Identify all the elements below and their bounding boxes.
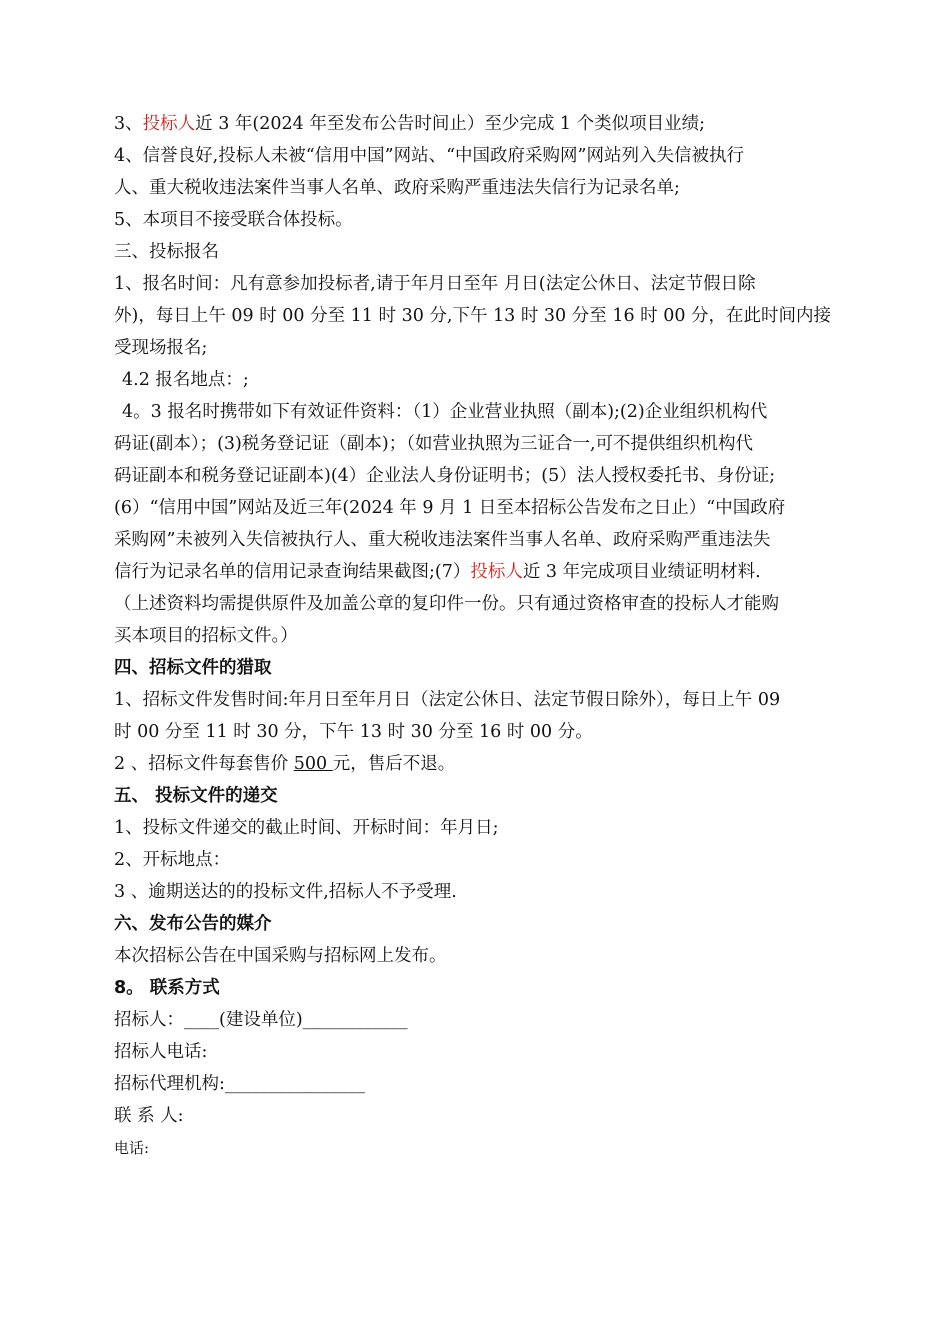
section-heading-submission: 五、 投标文件的递交 [114, 786, 278, 806]
section-heading-contact: 8。 联系方式 [114, 978, 220, 998]
item-number: 3、 [114, 114, 143, 134]
registration-documents-line-3: 码证副本和税务登记证副本)(4）企业法人身份证明书；(5）法人授权委托书、身份证; [114, 466, 776, 486]
document-price [114, 748, 854, 780]
price-suffix: 元，售后不退。 [332, 754, 456, 774]
registration-location: 4.2 报名地点：; [122, 370, 249, 390]
section-heading-obtain-documents: 四、招标文件的猎取 [114, 658, 272, 678]
price-label: 2 、招标文件每套售价 [114, 754, 294, 774]
registration-documents-line-5: 采购网”未被列入失信被执行人、重大税收违法案件当事人名单、政府采购严重违法失 [114, 530, 771, 550]
registration-documents-line-2: 码证(副本）；(3)税务登记证（副本)；（如营业执照为三证合一,可不提供组织机构代 [114, 434, 754, 454]
contact-person: 联 系 人: [114, 1106, 184, 1126]
qualification-item-4-line-1: 4、信誉良好,投标人未被“信用中国”网站、“中国政府采购网”网站列入失信被执行 [114, 146, 744, 166]
registration-documents-line-1: 4。3 报名时携带如下有效证件资料：（1）企业营业执照（副本);(2)企业组织机构代 [122, 402, 768, 422]
section-heading-media: 六、发布公告的媒介 [114, 914, 272, 934]
sale-time-line-2: 时 00 分至 11 时 30 分，下午 13 时 30 分至 16 时 00 分。 [114, 722, 593, 742]
media-statement: 本次招标公告在中国采购与招标网上发布。 [114, 946, 447, 966]
contact-tenderer-phone: 招标人电话: [114, 1042, 208, 1062]
qualification-item-4-line-2: 人、重大税收违法案件当事人名单、政府采购严重违法失信行为记录名单; [114, 178, 680, 198]
highlighted-term: 投标人 [470, 562, 523, 582]
documents-text-end: 近 3 年完成项目业绩证明材料. [522, 562, 761, 582]
registration-documents-line-6 [114, 556, 854, 588]
price-value: 500 [293, 754, 333, 774]
highlighted-term: 投标人 [142, 114, 196, 134]
item-text: 近 3 年(2024 年至发布公告时间止）至少完成 1 个类似项目业绩; [195, 114, 705, 134]
documents-text: 信行为记录名单的信用记录查询结果截图;(7） [114, 562, 471, 582]
section-heading-registration: 三、投标报名 [114, 242, 219, 262]
contact-agency: 招标代理机构:________________ [114, 1074, 365, 1094]
registration-note-line-2: 买本项目的招标文件。） [114, 626, 298, 646]
submission-deadline: 1、投标文件递交的截止时间、开标时间：年月日; [114, 818, 499, 838]
registration-time-line-2: 外)，每日上午 09 时 00 分至 11 时 30 分,下午 13 时 30 分至 16 时 00 分，在此时间内接 [114, 306, 832, 326]
registration-note-line-1: （上述资料均需提供原件及加盖公章的复印件一份。只有通过资格审查的投标人才能购 [114, 594, 779, 614]
qualification-item-5: 5、本项目不接受联合体投标。 [114, 210, 353, 230]
registration-time-line-3: 受现场报名; [114, 338, 208, 358]
registration-documents-line-4: (6）“信用中国”网站及近三年(2024 年 9 月 1 日至本招标公告发布之日止）“中国政府 [114, 498, 786, 518]
qualification-item-3 [114, 108, 854, 140]
document-page [114, 108, 854, 1164]
contact-phone: 电话: [114, 1139, 150, 1157]
registration-time-line-1: 1、报名时间：凡有意参加投标者,请于年月日至年 月日(法定公休日、法定节假日除 [114, 274, 756, 294]
late-submission-note: 3 、逾期送达的的投标文件,招标人不予受理. [114, 882, 457, 902]
opening-location: 2、开标地点： [114, 850, 231, 870]
sale-time-line-1: 1、招标文件发售时间:年月日至年月日（法定公休日、法定节假日除外），每日上午 09 [114, 690, 781, 710]
contact-tenderer: 招标人：____(建设单位)____________ [114, 1010, 408, 1030]
